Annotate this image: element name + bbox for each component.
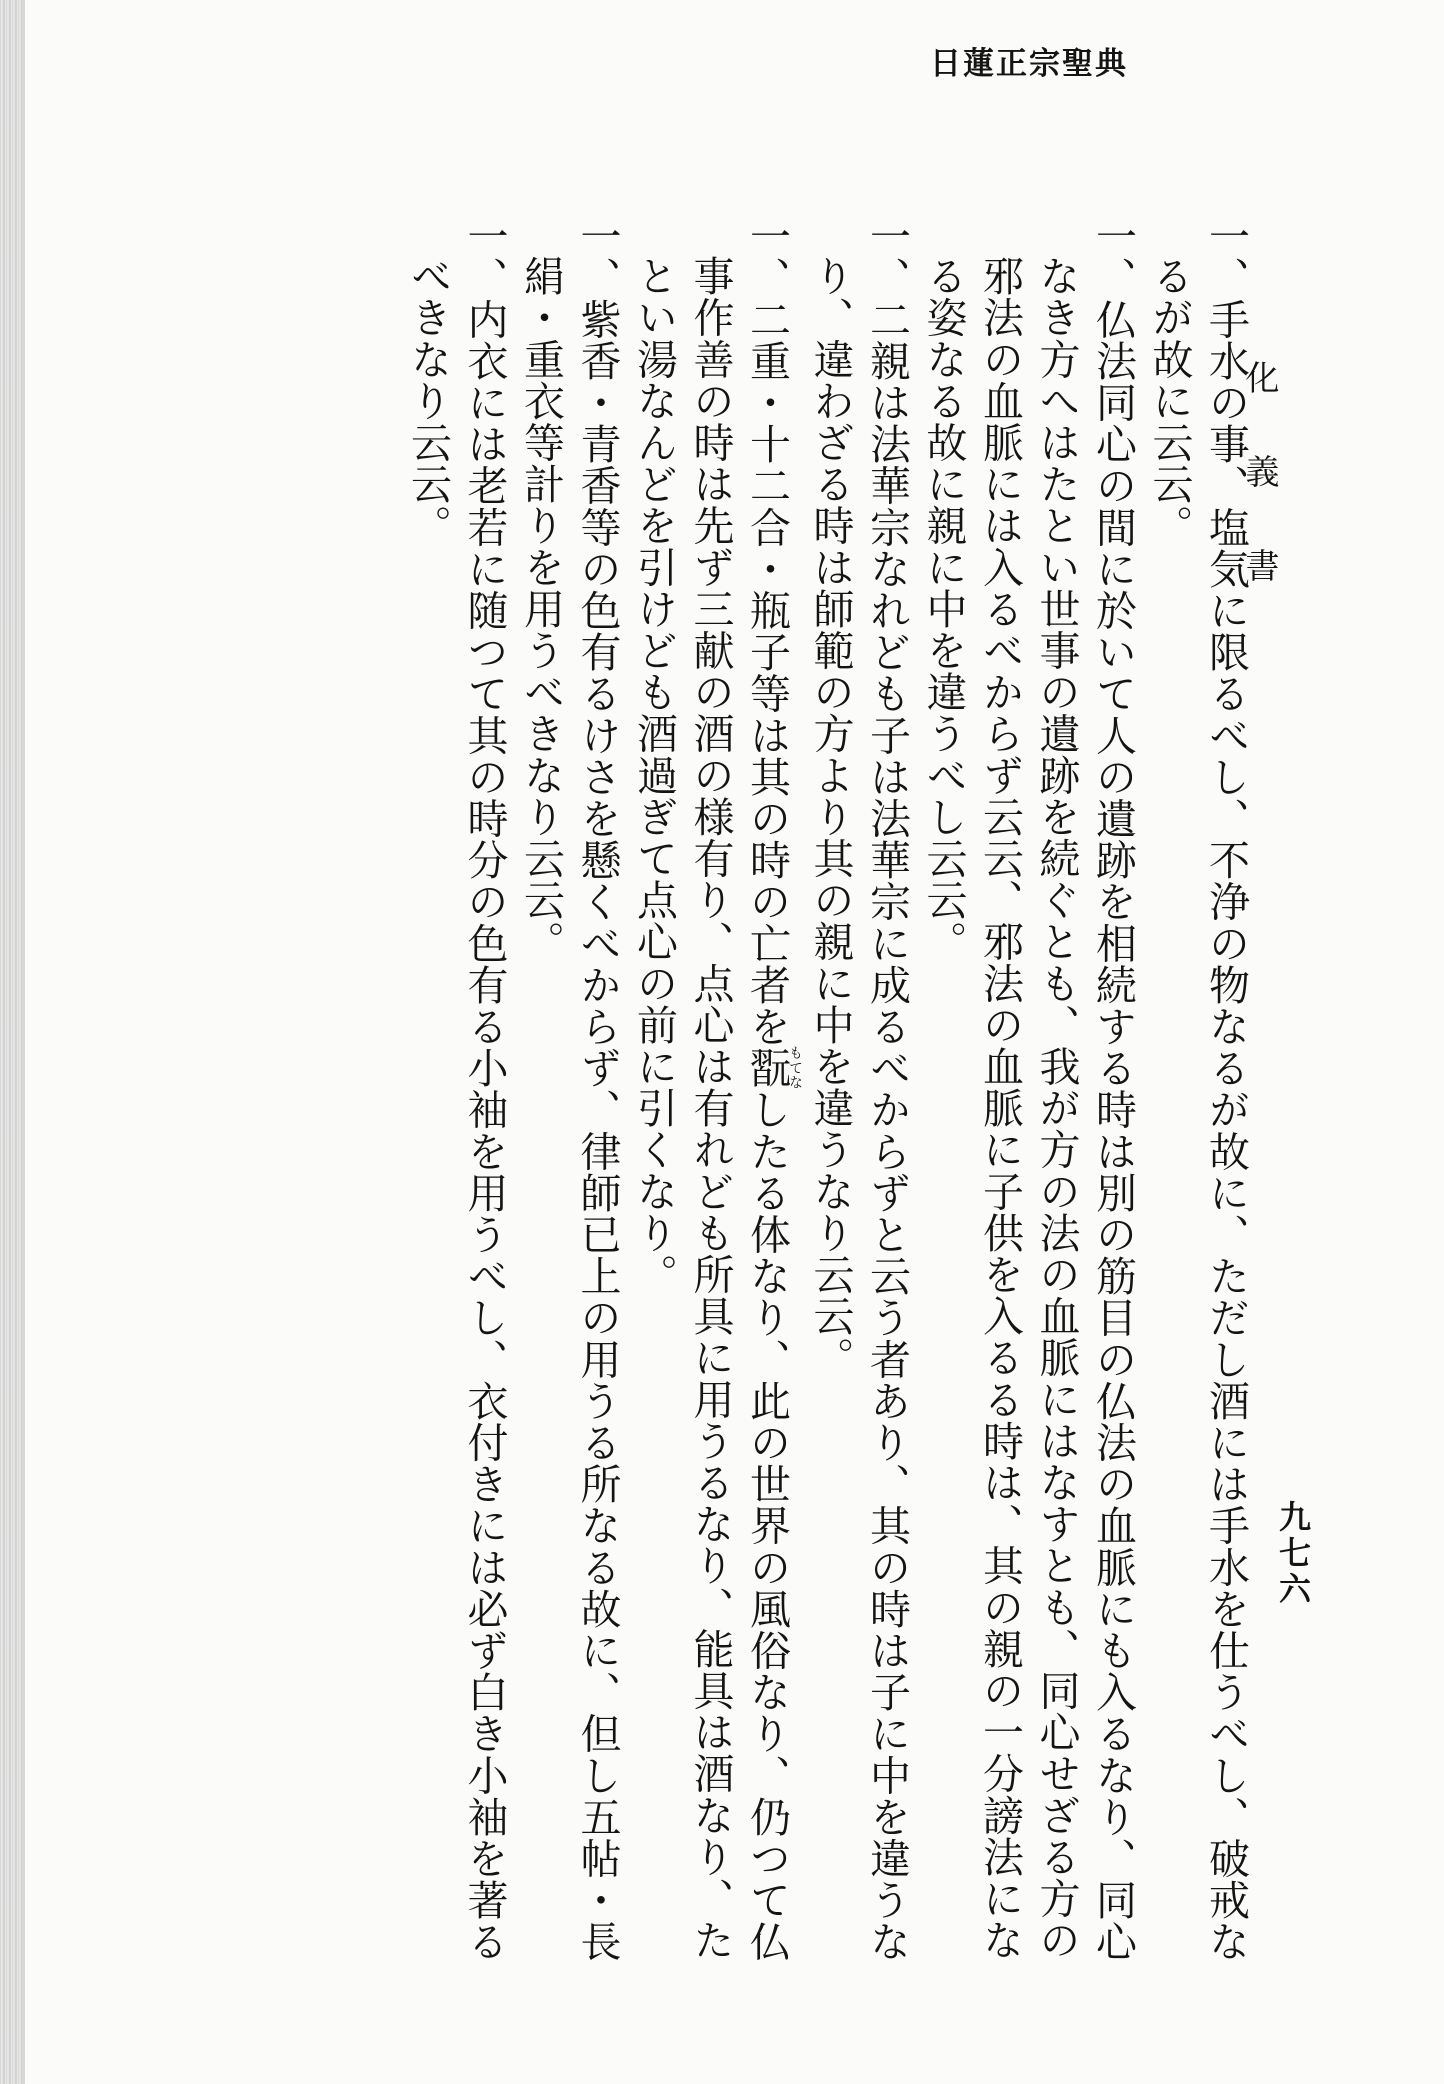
paragraph-3: 一、二親は法華宗なれども子は法華宗に成るべからずと云う者あり、其の時は子に中を違うなり、違わざる時は師範の方より其の親に中を違うなり云云。: [806, 215, 911, 1963]
ruby-reading: もてな: [787, 1045, 803, 1090]
paragraph-4-part-2: したる体なり、此の世界の風俗なり、仍つて仏事作善の時は先ず三献の酒の様有り、点心は有れども所具に用うるなり、能具は酒なり、たとい湯なんどを引けども酒過ぎて点心の前に引くなり。: [630, 255, 791, 1963]
book-title: 日蓮正宗聖典: [930, 46, 1128, 82]
chapter-title: 化義書: [1239, 360, 1279, 642]
ruby-annotation: [743, 1045, 803, 1090]
ruby-base: 翫: [743, 1045, 791, 1090]
paragraph-6: 一、内衣には老若に随つて其の時分の色有る小袖を用うべし、衣付きには必ず白き小袖を著るべきなり云云。: [404, 215, 509, 1963]
paragraph-2: 一、仏法同心の間に於いて人の遺跡を相続する時は別の筋目の仏法の血脈にも入るなり、同心なき方へはたとい世事の遺跡を続ぐとも、我が方の法の血脈にはなすとも、同心せざる方の邪法の血脈には入るべからず云云、邪法の血脈に子供を入るる時は、其の親の一分謗法になる姿なる故に親に中を違うべし云云。: [919, 215, 1137, 1963]
book-binding-edge: [22, 0, 25, 2084]
paragraph-5: 一、紫香・青香等の色有るけさを懸くべからず、律師已上の用うる所なる故に、但し五帖・長絹・重衣等計りを用うべきなり云云。: [517, 215, 622, 1963]
paragraph-4-part-1: 一、二重・十二合・瓶子等は其の時の亡者を: [743, 215, 791, 1047]
paragraph-1: 一、手水の事、塩気に限るべし、不浄の物なるが故に、ただし酒には手水を仕うべし、破戒なるが故に云云。: [1145, 215, 1250, 1963]
paragraph-4: [626, 215, 803, 1975]
body-text: [154, 215, 1254, 1975]
page-number: 九七六: [1274, 1500, 1312, 1608]
book-binding-shadow: [0, 0, 22, 2084]
